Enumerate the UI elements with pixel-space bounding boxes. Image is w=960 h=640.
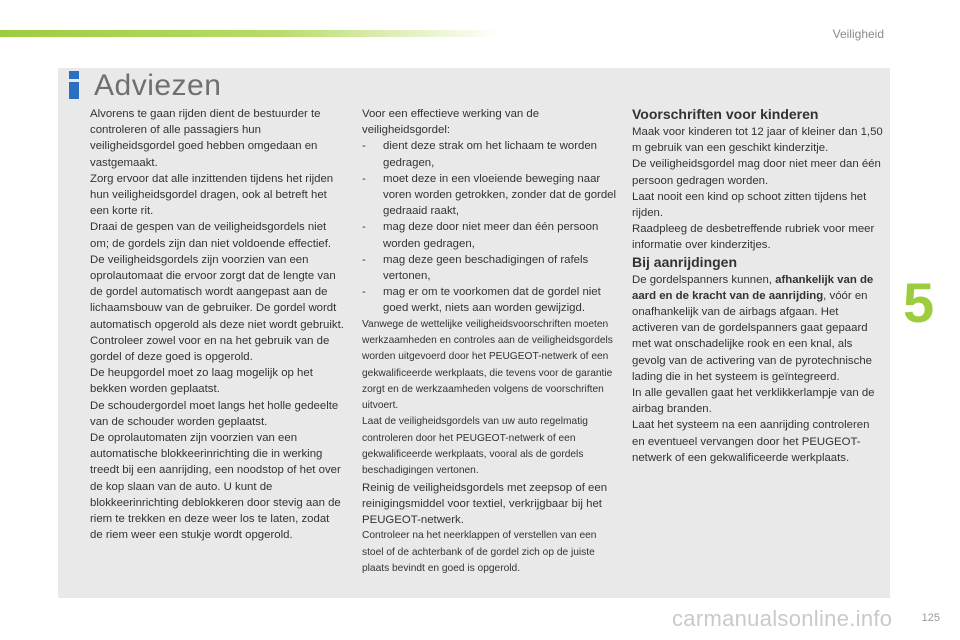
paragraph: De schoudergordel moet langs het holle gedeelte van de schouder worden geplaatst. bbox=[90, 399, 339, 428]
paragraph: Laat het systeem na een aanrijding controleren en eventueel vervangen door het PEUGEOT-netwerk of een gekwalificeerde werkplaats. bbox=[632, 419, 870, 464]
panel-title: Adviezen bbox=[94, 69, 222, 102]
column-children-collisions bbox=[632, 106, 884, 466]
paragraph: Draai de gespen van de veiligheidsgordels niet om; de gordels zijn dan niet voldoende effectief. bbox=[90, 221, 332, 250]
page-number: 125 bbox=[921, 612, 940, 624]
column-usage bbox=[362, 106, 620, 577]
list-item: - mag deze geen beschadigingen of rafels vertonen, bbox=[362, 253, 589, 283]
heading-collisions: Bij aanrijdingen bbox=[632, 253, 738, 270]
list-item: - mag er om te voorkomen dat de gordel niet goed werkt, niets aan worden gewijzigd. bbox=[362, 286, 601, 315]
paragraph-small: Controleer na het neerklappen of verstellen van een stoel of de achterbank of de gordel zich op de juiste plaats bevindt en goed is opgerold. bbox=[362, 530, 597, 574]
chapter-number: 5 bbox=[903, 271, 935, 334]
paragraph: Alvorens te gaan rijden dient de bestuurder te controleren of alle passagiers hun veiligheidsgordel goed hebben omgedaan en vastgemaakt. bbox=[90, 108, 321, 169]
paragraph: Laat nooit een kind op schoot zitten tijdens het rijden. bbox=[632, 190, 867, 220]
paragraph: Reinig de veiligheidsgordels met zeepsop of een reinigingsmiddel voor textiel, verkrijgbaar bij het PEUGEOT-netwerk. bbox=[362, 481, 608, 527]
header-accent-bar bbox=[0, 30, 500, 37]
watermark: carmanualsonline.info bbox=[672, 606, 893, 631]
paragraph: Maak voor kinderen tot 12 jaar of kleiner dan 1,50 m gebruik van een geschikt kinderzitje. bbox=[632, 126, 883, 155]
section-label: Veiligheid bbox=[832, 27, 884, 41]
paragraph: De veiligheidsgordels zijn voorzien van een oprolautomaat die ervoor zorgt dat de lengte van de gordel automatisch wordt aangepast aan de lichaamsbouw van de gebruiker. De gordel wordt automatisch opgerold als deze niet wordt gebruikt. bbox=[90, 253, 344, 331]
paragraph: In alle gevallen gaat het verklikkerlampje van de airbag branden. bbox=[632, 387, 875, 416]
list-item: - moet deze in een vloeiende beweging naar voren worden getrokken, zonder dat de gordel gedraaid raakt, bbox=[362, 172, 617, 218]
paragraph: De oprolautomaten zijn voorzien van een automatische blokkeerinrichting die in werking treedt bij een aanrijding, een noodstop of het over de kop slaan van de auto. U kunt de blokkeerinrichting deblokkeren door stevig aan de riem te trekken en deze weer los te laten, zodat de riem weer een stukje wordt opgerold. bbox=[90, 432, 341, 542]
paragraph: Controleer zowel voor en na het gebruik van de gordel of deze goed is opgerold. bbox=[90, 334, 330, 364]
paragraph-small: Laat de veiligheidsgordels van uw auto regelmatig controleren door het PEUGEOT-netwerk of een gekwalificeerde werkplaats, vooral als de gordels beschadigingen vertonen. bbox=[362, 416, 588, 477]
usage-list bbox=[362, 138, 620, 316]
list-item: - mag deze door niet meer dan één persoon worden gedragen, bbox=[362, 221, 599, 250]
paragraph-small: Vanwege de wettelijke veiligheidsvoorschriften moeten werkzaamheden en controles aan de veiligheidsgordels worden uitgevoerd door het PEUGEOT-netwerk of een gekwalificeerde werkplaats, die tevens voor de garantie zorgt en de werkzaamheden volgens de voorschriften uitvoert. bbox=[362, 318, 613, 412]
paragraph: De heupgordel moet zo laag mogelijk op het bekken worden geplaatst. bbox=[90, 367, 313, 396]
paragraph: De gordelspanners kunnen, afhankelijk van de aard en de kracht van de aanrijding, vóór en onafhankelijk van de airbags afgaan. Het activeren van de gordelspanners gaat gepaard met wat onschadelijke rook en een knal, als gevolg van de activering van de pyrotechnische lading die in het systeem is geïntegreerd. bbox=[632, 273, 874, 383]
paragraph: Zorg ervoor dat alle inzittenden tijdens het rijden hun veiligheidsgordel dragen, ook al betreft het een korte rit. bbox=[90, 172, 334, 218]
paragraph: Voor een effectieve werking van de veiligheidsgordel: bbox=[362, 108, 540, 137]
list-item: - dient deze strak om het lichaam te worden gedragen, bbox=[362, 140, 598, 169]
column-general bbox=[90, 106, 345, 543]
paragraph: De veiligheidsgordel mag door niet meer dan één persoon gedragen worden. bbox=[632, 158, 881, 187]
heading-children: Voorschriften voor kinderen bbox=[632, 106, 819, 122]
info-icon bbox=[65, 71, 83, 99]
paragraph: Raadpleeg de desbetreffende rubriek voor meer informatie over kinderzitjes. bbox=[632, 223, 875, 252]
